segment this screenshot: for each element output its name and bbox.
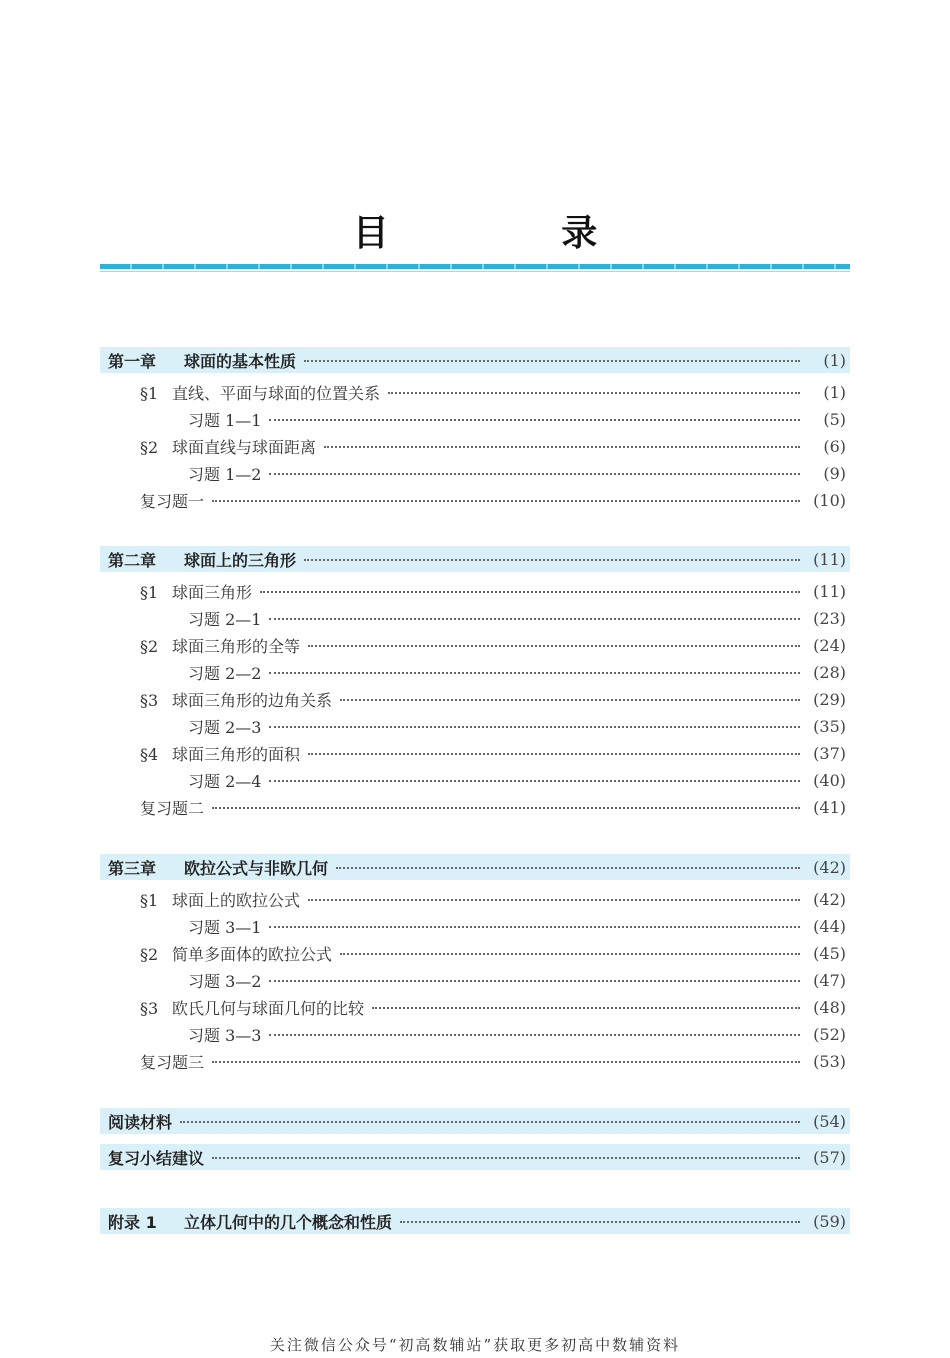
toc-entry[interactable] <box>100 659 850 686</box>
toc-entry-number: §1 <box>140 583 159 602</box>
footer-note: 关注微信公众号“初高数辅站”获取更多初高中数辅资料 <box>269 1336 681 1354</box>
toc-entry-page: (54) <box>813 1111 846 1131</box>
toc-entry-label <box>100 408 267 431</box>
dot-leader <box>269 418 800 421</box>
dot-leader <box>269 1033 800 1036</box>
dot-leader <box>269 617 800 620</box>
toc-entry[interactable] <box>100 1208 850 1234</box>
toc-entry-label <box>100 381 386 404</box>
toc-entry-label <box>100 688 338 711</box>
toc-entry-title: 习题 2—4 <box>188 772 262 791</box>
dot-leader <box>324 445 800 448</box>
toc-entry-label <box>100 769 267 792</box>
dot-leader <box>260 590 800 593</box>
toc-entry-label <box>100 607 267 630</box>
toc-entry-label <box>100 1023 267 1046</box>
toc-entry[interactable] <box>100 1108 850 1134</box>
toc-entry-page: (48) <box>813 998 846 1017</box>
toc-entry[interactable] <box>100 460 850 487</box>
toc-entry-page: (37) <box>813 744 846 763</box>
dot-leader <box>269 725 800 728</box>
toc-entry[interactable] <box>100 713 850 740</box>
toc-entry-label <box>100 634 306 657</box>
toc-entry-page: (42) <box>813 890 846 909</box>
dot-leader <box>180 1120 800 1123</box>
toc-entry-number: §2 <box>140 945 159 964</box>
dot-leader <box>269 472 800 475</box>
toc-entry-title: 习题 3—1 <box>188 918 262 937</box>
toc-entry-title: 习题 2—1 <box>188 610 262 629</box>
toc-entry-page: (42) <box>813 857 846 877</box>
toc-entry[interactable] <box>100 347 850 373</box>
toc-entry-page: (1) <box>823 350 846 370</box>
toc-entry-number: 第三章 <box>108 858 157 878</box>
dot-leader <box>304 359 800 362</box>
toc-entry-title: 习题 3—2 <box>188 972 262 991</box>
toc-entry-title: 立体几何中的几个概念和性质 <box>184 1212 393 1232</box>
toc-entry-page: (41) <box>813 798 846 817</box>
dot-leader <box>372 1006 800 1009</box>
toc-entry-page: (9) <box>823 464 846 483</box>
dot-leader <box>269 779 800 782</box>
toc-entry-number: §2 <box>140 438 159 457</box>
toc-entry-number: 附录 1 <box>108 1212 157 1232</box>
toc-entry-page: (44) <box>813 917 846 936</box>
toc-entry-label <box>100 915 267 938</box>
dot-leader <box>336 866 800 869</box>
toc-entry-page: (1) <box>823 383 846 402</box>
toc-entry-title: 球面三角形的面积 <box>172 745 301 764</box>
toc-entry-label <box>100 969 267 992</box>
toc-entry[interactable] <box>100 940 850 967</box>
toc-entry[interactable] <box>100 967 850 994</box>
toc-entry-label <box>100 1210 398 1233</box>
toc-entry-label <box>100 462 267 485</box>
toc-entry-label <box>100 489 210 512</box>
toc-entry-title: 球面三角形的边角关系 <box>172 691 333 710</box>
toc-entry-title: 球面的基本性质 <box>184 351 297 371</box>
toc-entry-title: 球面三角形的全等 <box>172 637 301 656</box>
dot-leader <box>308 644 800 647</box>
toc-entry[interactable] <box>100 578 850 605</box>
toc-entry[interactable] <box>100 406 850 433</box>
dot-leader <box>340 698 800 701</box>
toc-entry-title: 习题 1—2 <box>188 465 262 484</box>
toc-entry-page: (10) <box>813 491 846 510</box>
toc-entry-label <box>100 942 338 965</box>
toc-entry-title: 球面上的三角形 <box>184 550 297 570</box>
toc-entry-title: 球面直线与球面距离 <box>172 438 317 457</box>
toc-entry-label <box>100 996 370 1019</box>
toc-entry-title: 复习题三 <box>140 1053 205 1072</box>
toc-entry-title: 欧拉公式与非欧几何 <box>184 858 329 878</box>
dot-leader <box>212 499 800 502</box>
dot-leader <box>212 806 800 809</box>
toc-entry-page: (59) <box>813 1211 846 1231</box>
toc-entry-page: (5) <box>823 410 846 429</box>
toc-entry-label <box>100 742 306 765</box>
toc-entry-label <box>100 1110 178 1133</box>
toc-entry-label <box>100 548 302 571</box>
toc-entry-title: 复习题二 <box>140 799 205 818</box>
toc-entry-label <box>100 661 267 684</box>
toc-entry-label <box>100 1050 210 1073</box>
toc-entry[interactable] <box>100 794 850 821</box>
toc-entry-title: 简单多面体的欧拉公式 <box>172 945 333 964</box>
toc-entry-page: (45) <box>813 944 846 963</box>
toc-entry-label <box>100 715 267 738</box>
toc-entry[interactable] <box>100 1021 850 1048</box>
toc-entry-label <box>100 1146 210 1169</box>
toc-entry-label <box>100 580 258 603</box>
toc-entry[interactable] <box>100 605 850 632</box>
toc-entry-number: §1 <box>140 891 159 910</box>
toc-entry[interactable] <box>100 632 850 659</box>
toc-entry-title: 复习题一 <box>140 492 205 511</box>
toc-entry-number: 第二章 <box>108 550 157 570</box>
toc-entry-page: (24) <box>813 636 846 655</box>
toc-entry-label <box>100 796 210 819</box>
toc-entry[interactable] <box>100 913 850 940</box>
toc-entry[interactable] <box>100 1048 850 1075</box>
toc-entry-number: §3 <box>140 691 159 710</box>
toc-entry-label <box>100 435 322 458</box>
dot-leader <box>269 979 800 982</box>
toc-entry-title: 阅读材料 <box>108 1112 173 1132</box>
dot-leader <box>269 925 800 928</box>
toc-entry-label <box>100 888 306 911</box>
dot-leader <box>212 1060 800 1063</box>
toc-entry[interactable] <box>100 487 850 514</box>
dot-leader <box>304 558 800 561</box>
dot-leader <box>308 752 800 755</box>
dot-leader <box>308 898 800 901</box>
title-rule <box>100 264 850 274</box>
toc-entry-page: (11) <box>813 582 846 601</box>
toc-entry-title: 习题 1—1 <box>188 411 262 430</box>
toc-entry-page: (6) <box>823 437 846 456</box>
toc-entry-page: (52) <box>813 1025 846 1044</box>
toc-entry-title: 球面上的欧拉公式 <box>172 891 301 910</box>
toc-entry[interactable] <box>100 854 850 880</box>
dot-leader <box>269 671 800 674</box>
toc-entry-title: 习题 3—3 <box>188 1026 262 1045</box>
toc-entry-number: §1 <box>140 384 159 403</box>
toc-entry-title: 直线、平面与球面的位置关系 <box>172 384 381 403</box>
toc-entry-title: 球面三角形 <box>172 583 253 602</box>
toc-entry-number: §2 <box>140 637 159 656</box>
dot-leader <box>400 1220 800 1223</box>
toc-entry[interactable] <box>100 767 850 794</box>
toc-entry[interactable] <box>100 433 850 460</box>
toc-entry-title: 习题 2—2 <box>188 664 262 683</box>
toc-entry-page: (23) <box>813 609 846 628</box>
toc-entry-title: 欧氏几何与球面几何的比较 <box>172 999 365 1018</box>
dot-leader <box>388 391 800 394</box>
toc-entry-label <box>100 349 302 372</box>
toc-entry-number: §4 <box>140 745 159 764</box>
toc-entry[interactable] <box>100 546 850 572</box>
toc-entry-title: 习题 2—3 <box>188 718 262 737</box>
toc-entry-page: (11) <box>813 549 846 569</box>
toc-entry[interactable] <box>100 379 850 406</box>
toc-entry-label <box>100 856 334 879</box>
toc-entry-page: (57) <box>813 1147 846 1167</box>
toc-entry-page: (28) <box>813 663 846 682</box>
toc-entry-page: (47) <box>813 971 846 990</box>
dot-leader <box>212 1156 800 1159</box>
page-title: 目 录 <box>352 213 678 254</box>
toc-entry[interactable] <box>100 1144 850 1170</box>
toc-entry-page: (53) <box>813 1052 846 1071</box>
toc-entry[interactable] <box>100 994 850 1021</box>
toc-entry[interactable] <box>100 740 850 767</box>
toc-entry-page: (35) <box>813 717 846 736</box>
toc-entry[interactable] <box>100 686 850 713</box>
toc-entry-page: (40) <box>813 771 846 790</box>
toc-entry-number: §3 <box>140 999 159 1018</box>
toc-entry[interactable] <box>100 886 850 913</box>
toc-entry-page: (29) <box>813 690 846 709</box>
toc-entry-number: 第一章 <box>108 351 157 371</box>
dot-leader <box>340 952 800 955</box>
toc-entry-title: 复习小结建议 <box>108 1148 205 1168</box>
